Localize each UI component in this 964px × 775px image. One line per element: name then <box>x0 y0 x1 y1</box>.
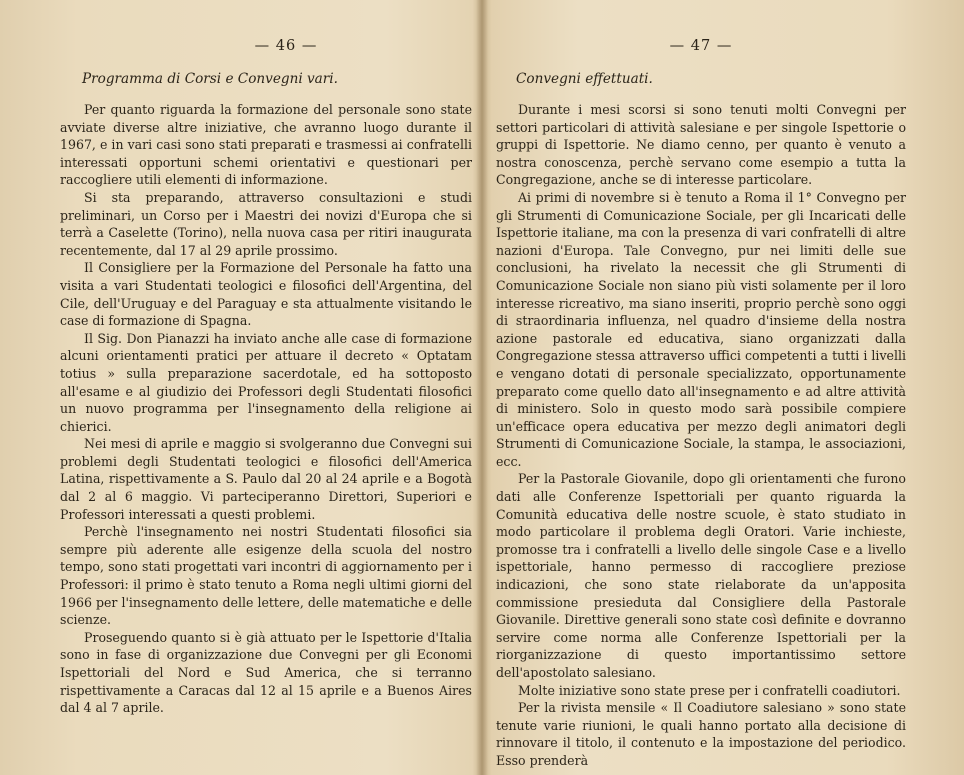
paragraph: Durante i mesi scorsi si sono tenuti molti Convegni per settori particolari di attività salesiane e per singole Ispettorie o gruppi di Ispettorie. Ne diamo cenno, per quanto è venuto a nostra conoscenza, perchè servano come esempio a tutta la Congregazione, anche se di interesse particolare. <box>496 102 906 188</box>
page-number: — 46 — <box>254 38 318 54</box>
paragraph: Ai primi di novembre si è tenuto a Roma il 1° Convegno per gli Strumenti di Comunicazione Sociale, per gli Incaricati delle Ispettorie italiane, ma con la presenza di vari confratelli di altre nazioni d'Europa. Tale Convegno, pur nei limiti delle sue conclusioni, ha rivelato la necessit che gli Strumenti di Comunicazione Sociale non siano più visti solamente per il loro interesse ricreativo, ma siano inseriti, proprio perchè sono oggi di straordinaria influenza, nel quadro d'insieme della nostra azione pastorale ed educativa, siano organizzati dalla Congregazione stessa attraverso uffici competenti a tutti i livelli e vengano dotati di personale specializzato, opportunamente preparato come quello dato all'insegnamento e ad altre attività di ministero. Solo in questo modo sarà possibile compiere un'efficace opera educativa per mezzo degli animatori degli Strumenti di Comunicazione Sociale, la stampa, le associazioni, ecc. <box>496 189 906 469</box>
section-title: Convegni effettuati. <box>516 71 653 87</box>
paragraph: Proseguendo quanto si è già attuato per le Ispettorie d'Italia sono in fase di organizzazione due Convegni per gli Economi Ispettoriali del Nord e Sud America, che si terranno rispettivamente a Caracas dal 12 al 15 aprile e a Buenos Aires dal 4 al 7 aprile. <box>60 629 472 716</box>
paragraph: Si sta preparando, attraverso consultazioni e studi preliminari, un Corso per i Maestri dei novizi d'Europa che si terrà a Caselette (Torino), nella nuova casa per ritiri inaugurata recentemente, dal 17 al 29 aprile prossimo. <box>60 189 472 258</box>
paragraph: Il Sig. Don Pianazzi ha inviato anche alle case di formazione alcuni orientamenti pratici per attuare il decreto « Optatam totius » sulla preparazione sacerdotale, ed ha sottoposto all'esame e al giudizio dei Professori degli Studentati filosofici un nuovo programma per l'insegnamento della religione ai chierici. <box>60 330 472 434</box>
paragraph: Nei mesi di aprile e maggio si svolgeranno due Convegni sui problemi degli Studentati teologici e filosofici dell'America Latina, rispettivamente a S. Paulo dal 20 al 24 aprile e a Bogotà dal 2 al 6 maggio. Vi parteciperanno Direttori, Superiori e Professori interessati a questi problemi. <box>60 436 472 522</box>
section-title: Programma di Corsi e Convegni vari. <box>82 71 338 87</box>
paragraph: Perchè l'insegnamento nei nostri Studentati filosofici sia sempre più aderente alle esigenze della scuola del nostro tempo, sono stati progettati vari incontri di aggiornamento per i Professori: il primo è stato tenuto a Roma negli ultimi giorni del 1966 per l'insegnamento delle lettere, delle matematiche e delle scienze. <box>60 524 472 628</box>
page-number: — 47 — <box>669 38 733 54</box>
paragraph: Il Consigliere per la Formazione del Personale ha fatto una visita a vari Studentati teologici e filosofici dell'Argentina, del Cile, dell'Uruguay e del Paraguay e sta attualmente visitando le case di formazione di Spagna. <box>60 260 472 329</box>
paragraph: Per la rivista mensile « Il Coadiutore salesiano » sono state tenute varie riunioni, le quali hanno portato alla decisione di rinnovare il titolo, il contenuto e la impostazione del periodico. Esso prenderà <box>496 700 906 768</box>
paragraph: Per quanto riguarda la formazione del personale sono state avviate diverse altre iniziative, che avranno luogo durante il 1967, e in vari casi sono stati preparati e trasmessi ai confratelli interessati opportuni schemi orientativi e questionari per raccogliere utili elementi di informazione. <box>60 102 472 188</box>
right-page <box>482 0 964 775</box>
paragraph: Per la Pastorale Giovanile, dopo gli orientamenti che furono dati alle Conferenze Ispettoriali per quanto riguarda la Comunità educativa delle nostre scuole, è stato studiato in modo particolare il problema degli Oratori. Varie inchieste, promosse tra i confratelli a livello delle singole Case e a livello ispettoriale, hanno permesso di raccogliere preziose indicazioni, che sono state rielaborate da un'apposita commissione presieduta dal Consigliere della Pastorale Giovanile. Direttive generali sono state così definite e dovranno servire come norma alle Conferenze Ispettoriali per la riorganizzazione di questo importantissimo settore dell'apostolato salesiano. <box>496 471 906 680</box>
paragraph: Molte iniziative sono state prese per i confratelli coadiutori. <box>518 682 901 698</box>
